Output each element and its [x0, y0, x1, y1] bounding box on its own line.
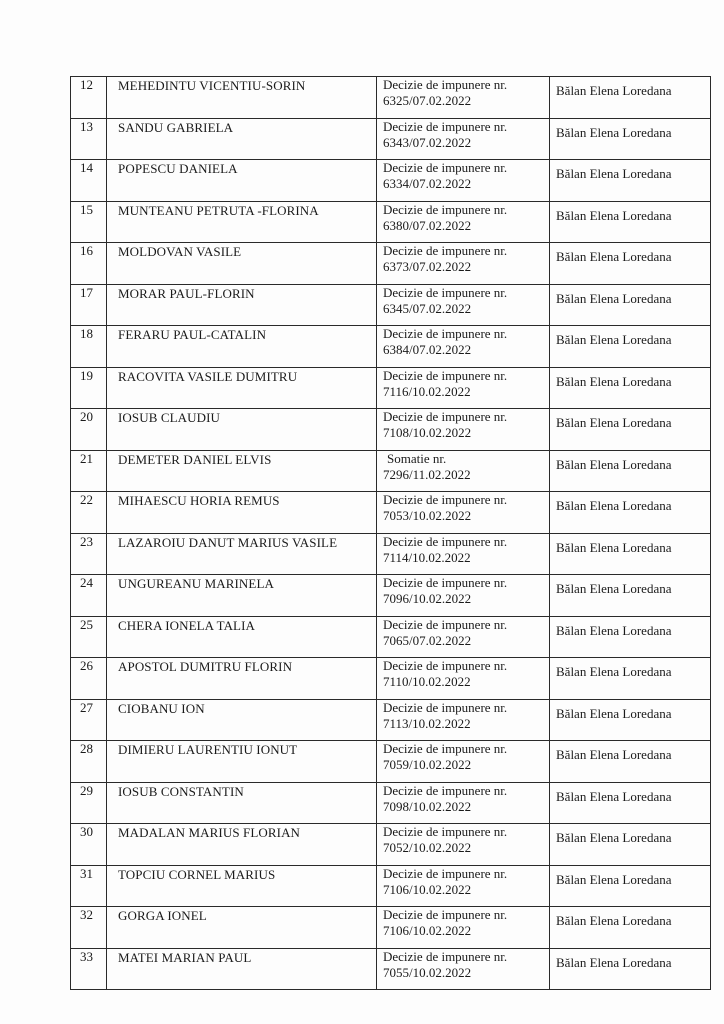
table-row: [71, 782, 711, 824]
document-number-date: 7059/10.02.2022: [383, 757, 472, 772]
document-type: Decizie de impunere nr.: [383, 77, 508, 92]
row-number: 33: [71, 948, 107, 990]
document-type: Decizie de impunere nr.: [383, 533, 508, 549]
document-number-date: 7053/10.02.2022: [383, 508, 472, 523]
row-number: 19: [71, 367, 107, 409]
row-number: 24: [71, 575, 107, 617]
document-reference: [377, 409, 550, 451]
document-number-date: 7065/07.02.2022: [383, 632, 472, 648]
responsible-agent: Bălan Elena Loredana: [550, 699, 711, 741]
document-number-date: 7113/10.02.2022: [383, 715, 471, 731]
document-type: Decizie de impunere nr.: [383, 865, 508, 881]
person-name: DEMETER DANIEL ELVIS: [107, 450, 377, 492]
document-number-date: 7110/10.02.2022: [383, 674, 471, 689]
responsible-agent: Bălan Elena Loredana: [550, 782, 711, 824]
document-number-date: 7052/10.02.2022: [383, 840, 472, 855]
document-reference: [377, 575, 550, 617]
responsible-agent: Bălan Elena Loredana: [550, 409, 711, 451]
table-row: [71, 201, 711, 243]
document-number-date: 6345/07.02.2022: [383, 300, 472, 316]
person-name: IOSUB CLAUDIU: [107, 409, 377, 451]
responsible-agent: Bălan Elena Loredana: [550, 741, 711, 783]
table-row: [71, 533, 711, 575]
document-number-date: 6334/07.02.2022: [383, 176, 472, 191]
document-number-date: 6380/07.02.2022: [383, 217, 472, 233]
document-reference: [377, 824, 550, 866]
person-name: MIHAESCU HORIA REMUS: [107, 492, 377, 534]
document-number-date: 7096/10.02.2022: [383, 591, 472, 606]
row-number: 22: [71, 492, 107, 534]
person-name: SANDU GABRIELA: [107, 118, 377, 160]
document-type: Decizie de impunere nr.: [383, 492, 508, 507]
responsible-agent: Bălan Elena Loredana: [550, 907, 711, 949]
document-reference: [377, 77, 550, 119]
document-number-date: 6325/07.02.2022: [383, 93, 472, 108]
responsible-agent: Bălan Elena Loredana: [550, 865, 711, 907]
table-row: [71, 616, 711, 658]
row-number: 14: [71, 160, 107, 202]
responsible-agent: Bălan Elena Loredana: [550, 367, 711, 409]
person-name: MEHEDINTU VICENTIU-SORIN: [107, 77, 377, 119]
table-row: [71, 160, 711, 202]
row-number: 29: [71, 782, 107, 824]
person-name: IOSUB CONSTANTIN: [107, 782, 377, 824]
responsible-agent: Bălan Elena Loredana: [550, 824, 711, 866]
document-type: Somatie nr.: [387, 450, 447, 466]
document-reference: [377, 450, 550, 492]
row-number: 27: [71, 699, 107, 741]
row-number: 12: [71, 77, 107, 119]
document-reference: [377, 201, 550, 243]
responsible-agent: Bălan Elena Loredana: [550, 533, 711, 575]
person-name: MADALAN MARIUS FLORIAN: [107, 824, 377, 866]
document-reference: [377, 948, 550, 990]
row-number: 13: [71, 118, 107, 160]
person-name: DIMIERU LAURENTIU IONUT: [107, 741, 377, 783]
person-name: POPESCU DANIELA: [107, 160, 377, 202]
table-row: [71, 699, 711, 741]
document-type: Decizie de impunere nr.: [383, 616, 508, 632]
row-number: 15: [71, 201, 107, 243]
document-reference: [377, 492, 550, 534]
document-reference: [377, 907, 550, 949]
table-row: [71, 492, 711, 534]
table-row: [71, 367, 711, 409]
document-reference: [377, 367, 550, 409]
responsible-agent: Bălan Elena Loredana: [550, 658, 711, 700]
document-type: Decizie de impunere nr.: [383, 824, 508, 839]
document-reference: [377, 533, 550, 575]
records-table-body: [71, 77, 711, 990]
table-row: [71, 824, 711, 866]
document-type: Decizie de impunere nr.: [383, 699, 508, 715]
document-type: Decizie de impunere nr.: [383, 367, 508, 383]
document-number-date: 7108/10.02.2022: [383, 425, 472, 440]
person-name: APOSTOL DUMITRU FLORIN: [107, 658, 377, 700]
responsible-agent: Bălan Elena Loredana: [550, 201, 711, 243]
table-row: [71, 658, 711, 700]
row-number: 16: [71, 243, 107, 285]
responsible-agent: Bălan Elena Loredana: [550, 77, 711, 119]
table-row: [71, 77, 711, 119]
document-reference: [377, 118, 550, 160]
document-reference: [377, 741, 550, 783]
document-number-date: 6343/07.02.2022: [383, 134, 472, 150]
table-row: [71, 326, 711, 368]
person-name: MUNTEANU PETRUTA -FLORINA: [107, 201, 377, 243]
document-reference: [377, 782, 550, 824]
table-row: [71, 575, 711, 617]
row-number: 28: [71, 741, 107, 783]
document-reference: [377, 658, 550, 700]
document-reference: [377, 243, 550, 285]
row-number: 32: [71, 907, 107, 949]
table-row: [71, 948, 711, 990]
table-row: [71, 907, 711, 949]
table-row: [71, 450, 711, 492]
document-number-date: 7116/10.02.2022: [383, 383, 471, 399]
person-name: FERARU PAUL-CATALIN: [107, 326, 377, 368]
document-reference: [377, 616, 550, 658]
responsible-agent: Bălan Elena Loredana: [550, 243, 711, 285]
document-number-date: 7114/10.02.2022: [383, 549, 471, 565]
person-name: CHERA IONELA TALIA: [107, 616, 377, 658]
document-type: Decizie de impunere nr.: [383, 948, 508, 964]
document-type: Decizie de impunere nr.: [383, 160, 508, 175]
document-reference: [377, 284, 550, 326]
row-number: 18: [71, 326, 107, 368]
person-name: MATEI MARIAN PAUL: [107, 948, 377, 990]
person-name: GORGA IONEL: [107, 907, 377, 949]
document-number-date: 7296/11.02.2022: [383, 466, 471, 482]
table-row: [71, 118, 711, 160]
responsible-agent: Bălan Elena Loredana: [550, 326, 711, 368]
document-type: Decizie de impunere nr.: [383, 907, 508, 922]
table-row: [71, 409, 711, 451]
row-number: 17: [71, 284, 107, 326]
table-row: [71, 865, 711, 907]
row-number: 20: [71, 409, 107, 451]
person-name: RACOVITA VASILE DUMITRU: [107, 367, 377, 409]
person-name: TOPCIU CORNEL MARIUS: [107, 865, 377, 907]
document-number-date: 7106/10.02.2022: [383, 881, 472, 897]
document-number-date: 6373/07.02.2022: [383, 259, 472, 274]
responsible-agent: Bălan Elena Loredana: [550, 492, 711, 534]
table-row: [71, 284, 711, 326]
responsible-agent: Bălan Elena Loredana: [550, 118, 711, 160]
document-type: Decizie de impunere nr.: [383, 409, 508, 424]
responsible-agent: Bălan Elena Loredana: [550, 450, 711, 492]
document-type: Decizie de impunere nr.: [383, 658, 508, 673]
document-type: Decizie de impunere nr.: [383, 575, 508, 590]
person-name: MORAR PAUL-FLORIN: [107, 284, 377, 326]
responsible-agent: Bălan Elena Loredana: [550, 284, 711, 326]
document-number-date: 7106/10.02.2022: [383, 923, 472, 938]
row-number: 23: [71, 533, 107, 575]
document-type: Decizie de impunere nr.: [383, 284, 508, 300]
document-reference: [377, 865, 550, 907]
document-number-date: 7055/10.02.2022: [383, 964, 472, 980]
responsible-agent: Bălan Elena Loredana: [550, 948, 711, 990]
person-name: LAZAROIU DANUT MARIUS VASILE: [107, 533, 377, 575]
person-name: UNGUREANU MARINELA: [107, 575, 377, 617]
document-reference: [377, 699, 550, 741]
document-type: Decizie de impunere nr.: [383, 741, 508, 756]
document-type: Decizie de impunere nr.: [383, 201, 508, 217]
responsible-agent: Bălan Elena Loredana: [550, 160, 711, 202]
document-type: Decizie de impunere nr.: [383, 326, 508, 341]
row-number: 25: [71, 616, 107, 658]
row-number: 30: [71, 824, 107, 866]
document-type: Decizie de impunere nr.: [383, 243, 508, 258]
table-row: [71, 243, 711, 285]
person-name: CIOBANU ION: [107, 699, 377, 741]
row-number: 26: [71, 658, 107, 700]
document-type: Decizie de impunere nr.: [383, 782, 508, 798]
document-reference: [377, 326, 550, 368]
records-table: [70, 76, 711, 990]
responsible-agent: Bălan Elena Loredana: [550, 575, 711, 617]
document-reference: [377, 160, 550, 202]
row-number: 31: [71, 865, 107, 907]
person-name: MOLDOVAN VASILE: [107, 243, 377, 285]
responsible-agent: Bălan Elena Loredana: [550, 616, 711, 658]
document-number-date: 6384/07.02.2022: [383, 342, 472, 357]
document-type: Decizie de impunere nr.: [383, 118, 508, 134]
row-number: 21: [71, 450, 107, 492]
document-number-date: 7098/10.02.2022: [383, 798, 472, 814]
table-row: [71, 741, 711, 783]
